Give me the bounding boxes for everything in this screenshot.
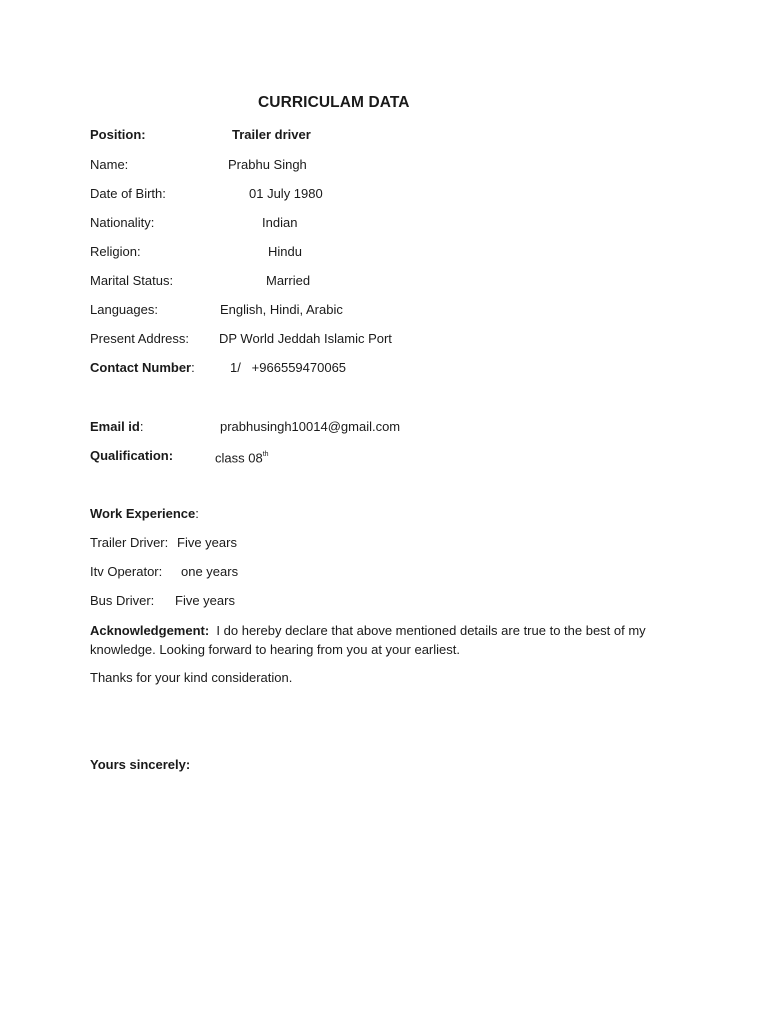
qualification-value: class 08 xyxy=(215,450,263,466)
email-colon: : xyxy=(139,419,144,434)
marital-status-row xyxy=(90,272,311,290)
qualification-row xyxy=(90,447,269,466)
work-experience-heading: Work Experience xyxy=(90,506,196,521)
acknowledgement-text: I do hereby declare that above mentioned details are true to the best of my knowledge. Looking forward to hearing from you at your earliest. xyxy=(90,623,646,657)
email-row xyxy=(90,418,401,436)
position-row xyxy=(90,126,311,144)
work-item-trailer xyxy=(90,534,237,552)
work-item-label: Bus Driver: xyxy=(90,593,155,608)
name-row xyxy=(90,156,307,174)
nationality-row xyxy=(90,214,298,232)
dob-row xyxy=(90,185,323,203)
closing-line: Yours sincerely: xyxy=(90,757,191,772)
languages-label: Languages: xyxy=(90,302,158,317)
work-item-itv xyxy=(90,563,239,581)
acknowledgement-paragraph xyxy=(90,622,680,659)
document-title: CURRICULAM DATA xyxy=(258,94,410,111)
email-value: prabhusingh10014@gmail.com xyxy=(220,419,401,434)
position-label: Position: xyxy=(90,127,146,142)
religion-value: Hindu xyxy=(268,244,302,259)
contact-value: 1/ +966559470065 xyxy=(230,360,347,375)
contact-colon: : xyxy=(191,360,195,375)
work-item-bus xyxy=(90,592,235,610)
address-row xyxy=(90,330,392,348)
work-experience-colon: : xyxy=(195,506,199,521)
religion-label: Religion: xyxy=(90,244,141,259)
acknowledgement-label: Acknowledgement: xyxy=(90,623,210,638)
address-label: Present Address: xyxy=(90,331,189,346)
languages-value: English, Hindi, Arabic xyxy=(220,302,343,317)
religion-row xyxy=(90,243,302,261)
contact-label: Contact Number xyxy=(90,360,192,375)
qualification-label: Qualification: xyxy=(90,448,174,463)
nationality-label: Nationality: xyxy=(90,215,155,230)
name-value: Prabhu Singh xyxy=(228,157,307,172)
nationality-value: Indian xyxy=(262,215,298,230)
email-label: Email id xyxy=(90,419,140,434)
dob-value: 01 July 1980 xyxy=(249,186,323,201)
marital-status-value: Married xyxy=(266,273,311,288)
position-value: Trailer driver xyxy=(232,127,311,142)
work-item-value: Five years xyxy=(175,593,235,608)
work-item-label: Trailer Driver: xyxy=(90,535,169,550)
contact-row xyxy=(90,359,347,377)
dob-label: Date of Birth: xyxy=(90,186,166,201)
marital-status-label: Marital Status: xyxy=(90,273,174,288)
work-item-value: Five years xyxy=(177,535,237,550)
work-experience-heading-row xyxy=(90,505,199,523)
qualification-value-wrap xyxy=(215,447,269,467)
work-item-value: one years xyxy=(181,564,239,579)
name-label: Name: xyxy=(90,157,129,172)
qualification-superscript: th xyxy=(262,451,269,458)
languages-row xyxy=(90,301,343,319)
work-item-label: Itv Operator: xyxy=(90,564,163,579)
thanks-line: Thanks for your kind consideration. xyxy=(90,670,293,685)
address-value: DP World Jeddah Islamic Port xyxy=(219,331,392,346)
